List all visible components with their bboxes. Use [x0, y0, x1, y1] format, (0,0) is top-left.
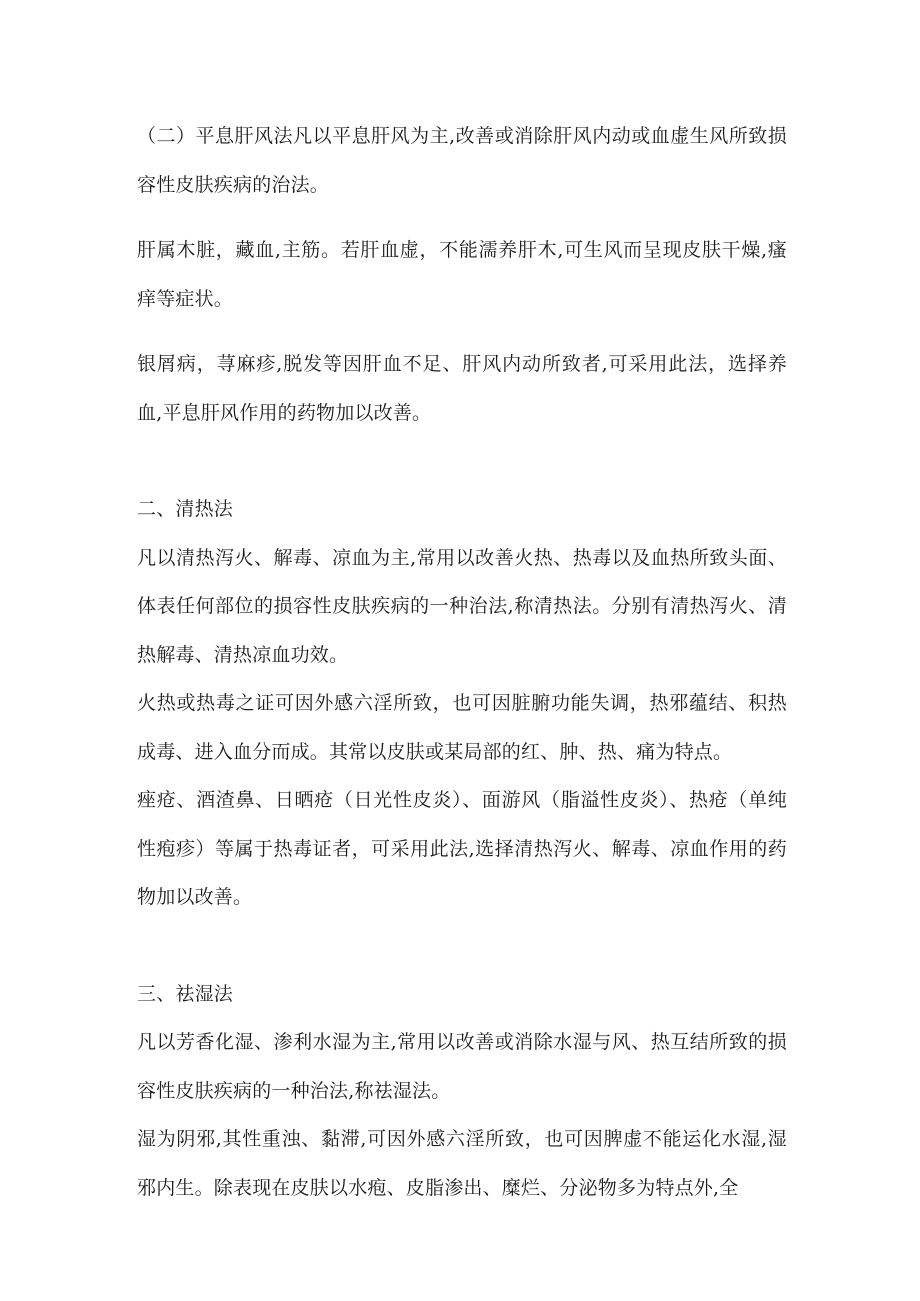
section-2-paragraph-2: 火热或热毒之证可因外感六淫所致，也可因脏腑功能失调，热邪蕴结、积热成毒、进入血分而成。其常以皮肤或某局部的红、肿、热、痛为特点。 — [137, 692, 787, 763]
section-3-heading: 三、祛湿法 — [137, 982, 234, 1005]
section-2-heading: 二、清热法 — [137, 498, 234, 520]
section-gap — [137, 437, 787, 485]
section-gap — [137, 922, 787, 970]
subsection-2-paragraph-2: 银屑病，荨麻疹,脱发等因肝血不足、肝风内动所致者,可采用此法，选择养血,平息肝风作用的药物加以改善。 — [137, 353, 787, 424]
paragraph-gap — [137, 323, 787, 340]
section-3-paragraph-2: 湿为阴邪,其性重浊、黏滞,可因外感六淫所致，也可因脾虚不能运化水湿,湿邪内生。除表现在皮肤以水疱、皮脂渗出、糜烂、分泌物多为特点外,全 — [137, 1128, 787, 1199]
document-body — [137, 112, 787, 1212]
section-2-paragraph-3: 痤疮、酒渣鼻、日晒疮（日光性皮炎）、面游风（脂溢性皮炎）、热疮（单纯性疱疹）等属于热毒证者，可采用此法,选择清热泻火、解毒、凉血作用的药物加以改善。 — [137, 789, 787, 908]
section-2-paragraph-1: 凡以清热泻火、解毒、凉血为主,常用以改善火热、热毒以及血热所致头面、体表任何部位的损容性皮肤疾病的一种治法,称清热法。分别有清热泻火、清热解毒、清热凉血功效。 — [137, 546, 787, 666]
paragraph-gap — [137, 209, 787, 226]
subsection-2-paragraph-1: 肝属木脏，藏血,主筋。若肝血虚，不能濡养肝木,可生风而呈现皮肤干燥,瘙痒等症状。 — [137, 239, 787, 310]
section-3-paragraph-1: 凡以芳香化湿、渗利水湿为主,常用以改善或消除水湿与风、热互结所致的损容性皮肤疾病的一种治法,称祛湿法。 — [137, 1031, 787, 1102]
subsection-2-intro: （二）平息肝风法凡以平息肝风为主,改善或消除肝风内动或血虚生风所致损容性皮肤疾病的治法。 — [137, 125, 787, 196]
